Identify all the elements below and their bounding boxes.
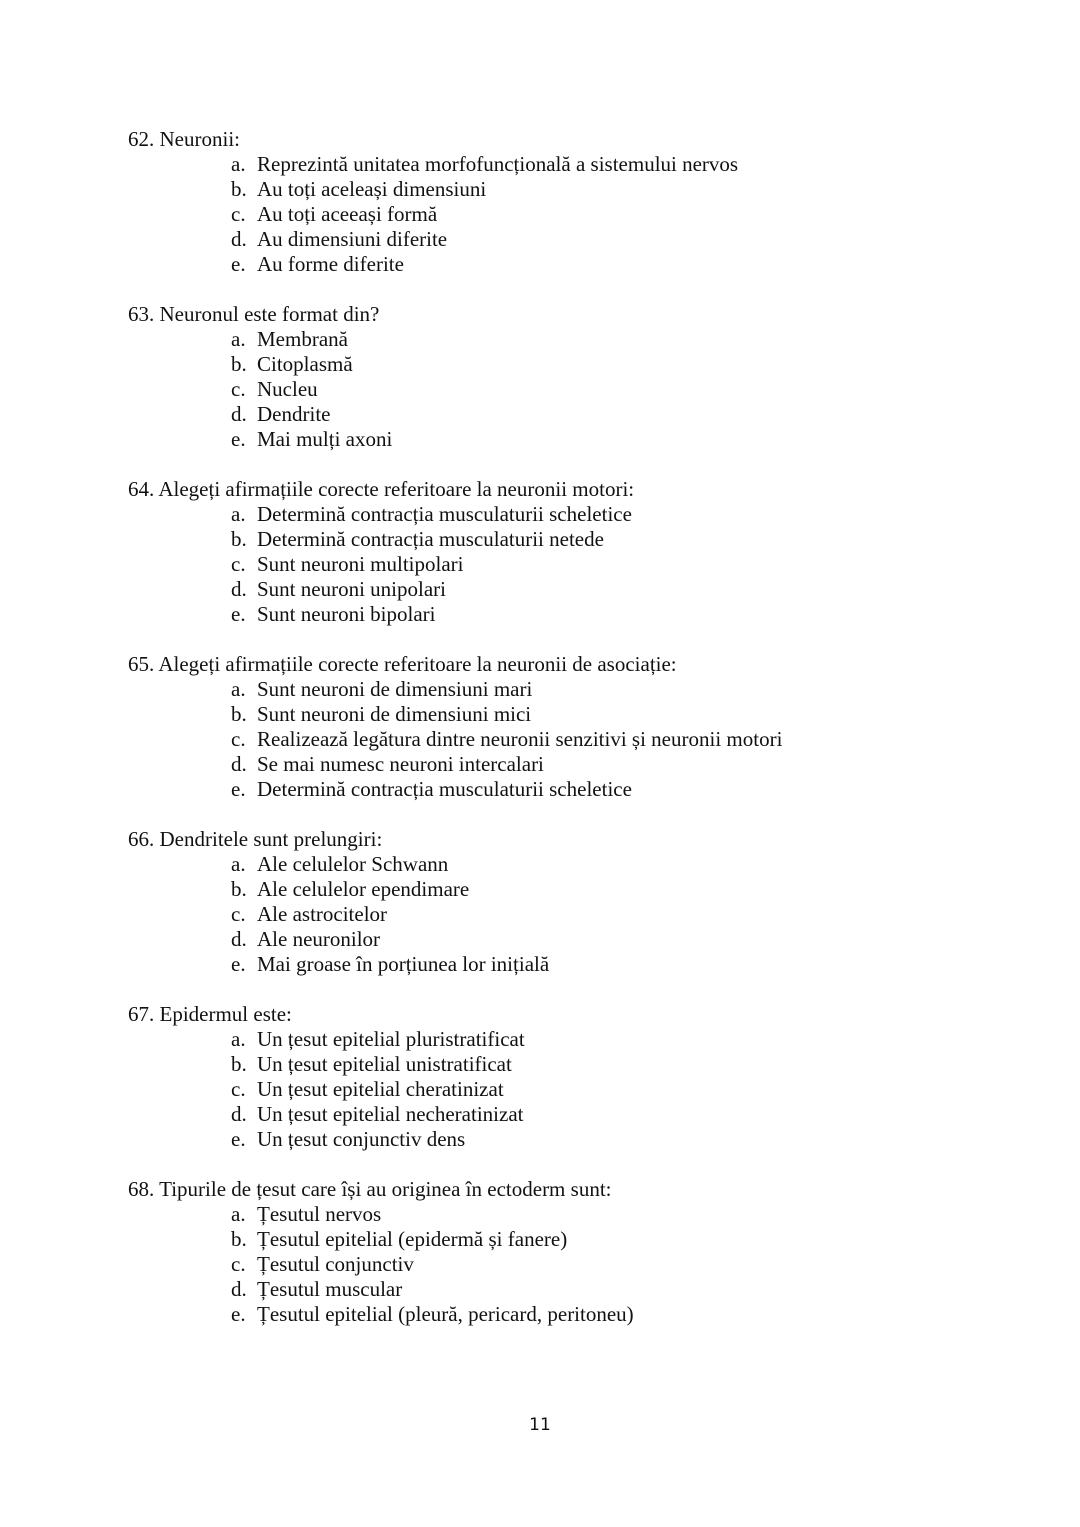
option-letter: c. <box>231 1252 246 1276</box>
question-65 <box>0 652 1080 802</box>
option-b <box>0 702 1080 727</box>
option-letter: b. <box>231 352 247 376</box>
question-67 <box>0 1002 1080 1152</box>
option-text: Sunt neuroni multipolari <box>257 552 464 576</box>
option-b <box>0 1227 1080 1252</box>
question-68 <box>0 1177 1080 1327</box>
option-letter: c. <box>231 1077 246 1101</box>
option-a <box>0 1027 1080 1052</box>
option-letter: b. <box>231 702 247 726</box>
option-d <box>0 927 1080 952</box>
question-text: 63. Neuronul este format din? <box>128 302 380 326</box>
option-letter: a. <box>231 677 246 701</box>
option-b <box>0 1052 1080 1077</box>
option-letter: d. <box>231 227 247 251</box>
option-text: Determină contracția musculaturii scheletice <box>257 777 632 801</box>
option-c <box>0 1252 1080 1277</box>
option-text: Se mai numesc neuroni intercalari <box>257 752 544 776</box>
option-c <box>0 727 1080 752</box>
option-d <box>0 1277 1080 1302</box>
option-d <box>0 577 1080 602</box>
option-e <box>0 427 1080 452</box>
option-a <box>0 852 1080 877</box>
option-letter: d. <box>231 1277 247 1301</box>
option-letter: b. <box>231 177 247 201</box>
option-text: Au toți aceeași formă <box>257 202 438 226</box>
option-list <box>0 1202 1080 1327</box>
option-e <box>0 252 1080 277</box>
question-63 <box>0 302 1080 452</box>
option-letter: e. <box>231 602 246 626</box>
option-a <box>0 1202 1080 1227</box>
option-letter: c. <box>231 377 246 401</box>
option-text: Un țesut conjunctiv dens <box>257 1127 466 1151</box>
option-letter: d. <box>231 752 247 776</box>
option-letter: e. <box>231 952 246 976</box>
option-text: Țesutul nervos <box>257 1202 382 1226</box>
option-e <box>0 777 1080 802</box>
option-b <box>0 177 1080 202</box>
option-c <box>0 552 1080 577</box>
option-d <box>0 227 1080 252</box>
option-text: Realizează legătura dintre neuronii senzitivi și neuronii motori <box>257 727 783 751</box>
page-number: 11 <box>529 1415 551 1435</box>
question-66 <box>0 827 1080 977</box>
option-c <box>0 202 1080 227</box>
option-text: Țesutul epitelial (epidermă și fanere) <box>257 1227 568 1251</box>
option-text: Un țesut epitelial pluristratificat <box>257 1027 525 1051</box>
option-b <box>0 352 1080 377</box>
option-c <box>0 902 1080 927</box>
option-letter: c. <box>231 552 246 576</box>
option-letter: a. <box>231 327 246 351</box>
option-e <box>0 952 1080 977</box>
option-text: Ale astrocitelor <box>257 902 388 926</box>
option-d <box>0 1102 1080 1127</box>
option-list <box>0 1027 1080 1152</box>
option-letter: c. <box>231 202 246 226</box>
question-text: 64. Alegeți afirmațiile corecte referitoare la neuronii motori: <box>128 477 635 501</box>
option-letter: e. <box>231 1302 246 1326</box>
option-text: Mai mulți axoni <box>257 427 393 451</box>
option-letter: e. <box>231 427 246 451</box>
option-letter: a. <box>231 852 246 876</box>
option-letter: b. <box>231 877 247 901</box>
option-a <box>0 677 1080 702</box>
option-text: Ale neuronilor <box>257 927 381 951</box>
option-a <box>0 152 1080 177</box>
option-text: Țesutul conjunctiv <box>257 1252 414 1276</box>
option-e <box>0 1302 1080 1327</box>
question-text: 68. Tipurile de țesut care își au originea în ectoderm sunt: <box>128 1177 612 1201</box>
option-text: Un țesut epitelial unistratificat <box>257 1052 512 1076</box>
option-letter: e. <box>231 1127 246 1151</box>
option-list <box>0 677 1080 802</box>
option-letter: a. <box>231 1027 246 1051</box>
option-text: Ale celulelor ependimare <box>257 877 470 901</box>
option-text: Sunt neuroni de dimensiuni mici <box>257 702 532 726</box>
option-text: Ale celulelor Schwann <box>257 852 449 876</box>
option-text: Sunt neuroni bipolari <box>257 602 436 626</box>
option-text: Au toți aceleași dimensiuni <box>257 177 487 201</box>
option-e <box>0 602 1080 627</box>
option-letter: d. <box>231 1102 247 1126</box>
option-e <box>0 1127 1080 1152</box>
option-letter: e. <box>231 777 246 801</box>
question-text: 66. Dendritele sunt prelungiri: <box>128 827 383 851</box>
option-c <box>0 377 1080 402</box>
question-62 <box>0 127 1080 277</box>
option-a <box>0 327 1080 352</box>
option-list <box>0 327 1080 452</box>
question-text: 65. Alegeți afirmațiile corecte referitoare la neuronii de asociație: <box>128 652 677 676</box>
question-text: 62. Neuronii: <box>128 127 240 151</box>
option-text: Au forme diferite <box>257 252 404 276</box>
option-text: Țesutul muscular <box>257 1277 403 1301</box>
option-letter: d. <box>231 927 247 951</box>
option-text: Citoplasmă <box>257 352 353 376</box>
option-text: Țesutul epitelial (pleură, pericard, peritoneu) <box>257 1302 634 1326</box>
option-text: Sunt neuroni unipolari <box>257 577 446 601</box>
option-letter: c. <box>231 727 246 751</box>
option-text: Dendrite <box>257 402 331 426</box>
option-letter: d. <box>231 577 247 601</box>
option-text: Nucleu <box>257 377 318 401</box>
option-d <box>0 402 1080 427</box>
option-letter: b. <box>231 1052 247 1076</box>
option-a <box>0 502 1080 527</box>
option-letter: a. <box>231 152 246 176</box>
option-text: Mai groase în porțiunea lor inițială <box>257 952 550 976</box>
question-list <box>0 127 1080 1352</box>
question-text: 67. Epidermul este: <box>128 1002 292 1026</box>
option-text: Sunt neuroni de dimensiuni mari <box>257 677 533 701</box>
option-b <box>0 877 1080 902</box>
option-letter: e. <box>231 252 246 276</box>
option-text: Un țesut epitelial cheratinizat <box>257 1077 504 1101</box>
option-d <box>0 752 1080 777</box>
option-letter: c. <box>231 902 246 926</box>
option-text: Reprezintă unitatea morfofuncțională a sistemului nervos <box>257 152 739 176</box>
option-letter: a. <box>231 1202 246 1226</box>
option-letter: a. <box>231 502 246 526</box>
option-list <box>0 852 1080 977</box>
option-text: Membrană <box>257 327 348 351</box>
option-text: Un țesut epitelial necheratinizat <box>257 1102 524 1126</box>
option-letter: b. <box>231 527 247 551</box>
option-text: Determină contracția musculaturii netede <box>257 527 604 551</box>
option-c <box>0 1077 1080 1102</box>
question-64 <box>0 477 1080 627</box>
option-letter: b. <box>231 1227 247 1251</box>
option-text: Au dimensiuni diferite <box>257 227 448 251</box>
option-letter: d. <box>231 402 247 426</box>
option-list <box>0 502 1080 627</box>
option-list <box>0 152 1080 277</box>
option-text: Determină contracția musculaturii scheletice <box>257 502 632 526</box>
option-b <box>0 527 1080 552</box>
